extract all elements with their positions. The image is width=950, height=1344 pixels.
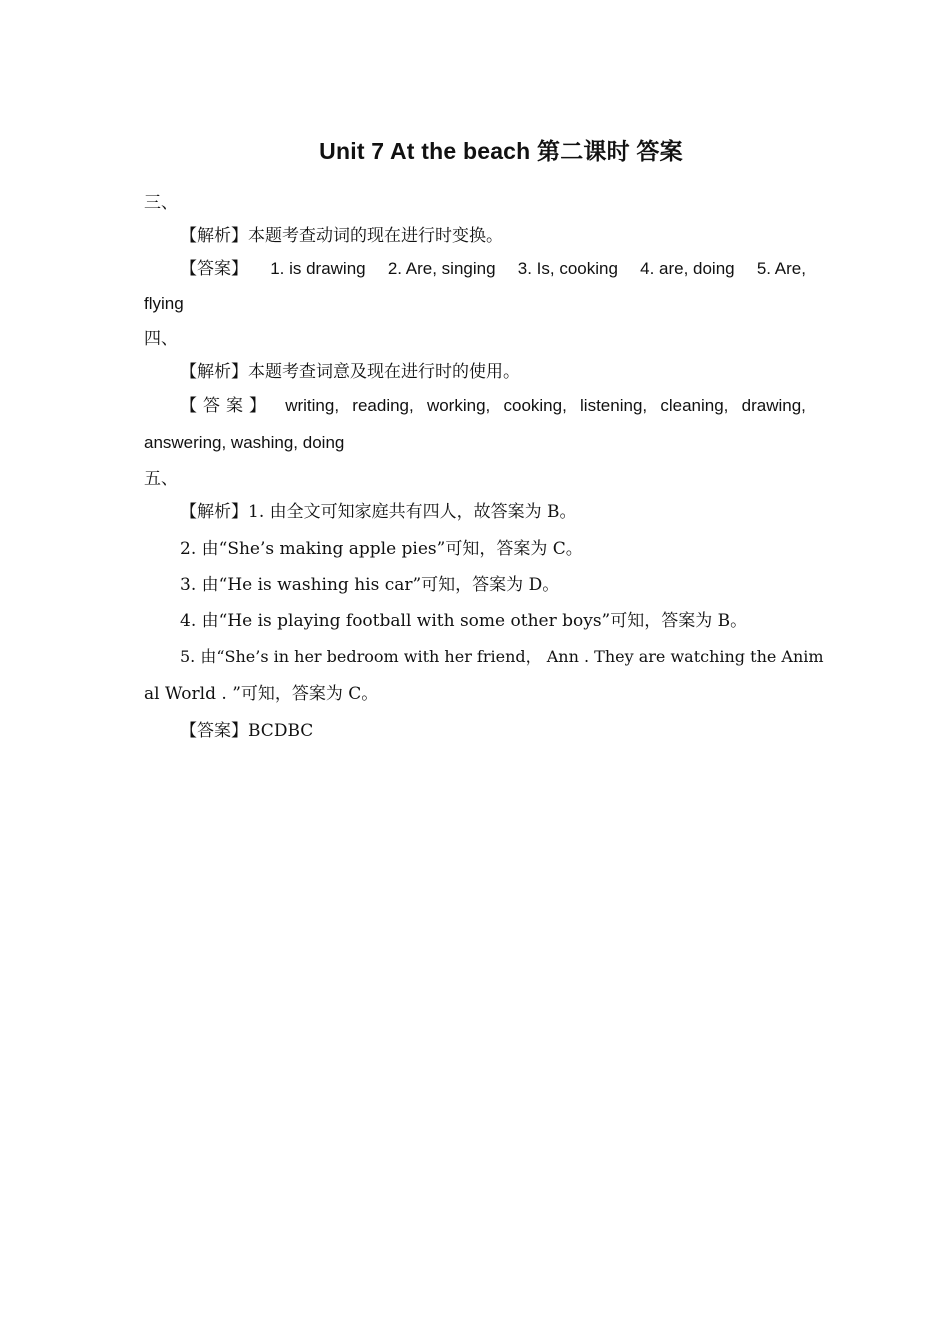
answer-item: cooking, xyxy=(503,396,567,415)
answer-item: 1. is drawing xyxy=(270,259,366,278)
answer-item: drawing, xyxy=(741,396,806,415)
answer-tag: 【答案】 xyxy=(180,259,248,279)
section-5-answer: 【答案】BCDBC xyxy=(180,721,314,741)
answer-item: 5. Are, xyxy=(756,259,806,278)
answer-tag: 【答案】 xyxy=(180,396,272,416)
answer-item: cleaning, xyxy=(660,396,729,415)
section-4-analysis: 【解析】本题考查词意及现在进行时的使用。 xyxy=(180,362,520,382)
answer-item: 3. Is, cooking xyxy=(517,259,618,278)
answer-item: writing, xyxy=(285,396,340,415)
answer-item: 4. are, doing xyxy=(640,259,735,278)
section-3-answer-line xyxy=(180,257,806,281)
section-4-heading: 四、 xyxy=(144,329,178,349)
section-3-answer-continuation: flying xyxy=(144,294,184,313)
section-5-item-5-line-1: 5. 由“She’s in her bedroom with her friend， Ann . They are watching the Anim xyxy=(180,647,824,666)
section-5-analysis: 【解析】1. 由全文可知家庭共有四人，故答案为 B。 xyxy=(180,502,577,522)
section-3-analysis: 【解析】本题考查动词的现在进行时变换。 xyxy=(180,226,503,246)
section-3-heading: 三、 xyxy=(144,193,178,213)
section-5-heading: 五、 xyxy=(144,469,178,489)
section-5-item-5-line-2: al World . ”可知，答案为 C。 xyxy=(144,684,379,704)
answer-item: reading, xyxy=(352,396,414,415)
section-5-item-4: 4. 由“He is playing football with some other boys”可知，答案为 B。 xyxy=(180,611,748,631)
answer-item: listening, xyxy=(580,396,648,415)
answer-item: working, xyxy=(426,396,491,415)
section-5-item-2: 2. 由“She’s making apple pies”可知，答案为 C。 xyxy=(180,539,583,559)
section-4-answer-continuation: answering, washing, doing xyxy=(144,433,345,452)
page-title: Unit 7 At the beach 第二课时 答案 xyxy=(319,138,683,164)
answer-item: 2. Are, singing xyxy=(387,259,496,278)
section-4-answer-line xyxy=(180,394,806,418)
section-5-item-3: 3. 由“He is washing his car”可知，答案为 D。 xyxy=(180,575,560,595)
